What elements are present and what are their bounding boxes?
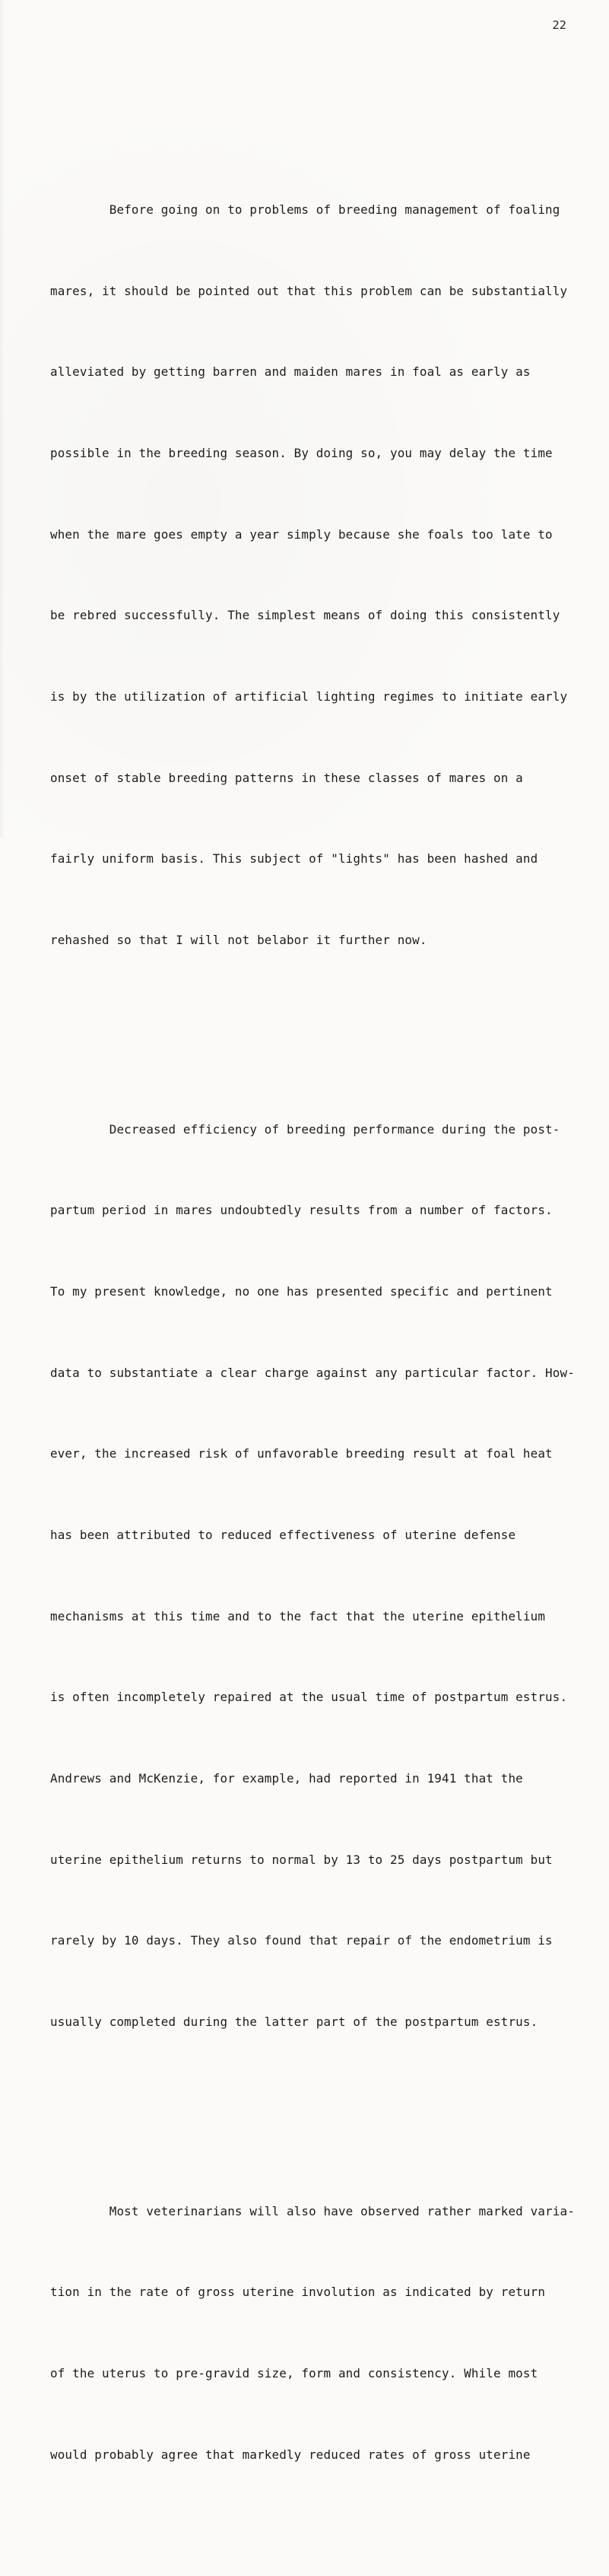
text-line: mares, it should be pointed out that this problem can be substantially — [50, 283, 568, 298]
text-line: rarely by 10 days. They also found that repair of the endometrium is — [50, 1933, 553, 1948]
paragraph-3 — [50, 2144, 582, 2523]
text-line: would probably agree that markedly reduced rates of gross uterine — [50, 2447, 531, 2462]
paragraph-1 — [50, 142, 582, 1008]
text-line: tion in the rate of gross uterine involution as indicated by return — [50, 2285, 546, 2300]
text-line: of the uterus to pre-gravid size, form and consistency. While most — [50, 2365, 538, 2380]
text-line: ever, the increased risk of unfavorable breeding result at foal heat — [50, 1446, 553, 1461]
body-text — [50, 88, 582, 2576]
text-line: fairly uniform basis. This subject of "lights" has been hashed and — [50, 851, 538, 867]
text-line: Decreased efficiency of breeding performance during the post- — [50, 1121, 560, 1137]
text-line: usually completed during the latter part of the postpartum estrus. — [50, 2014, 538, 2029]
text-line: possible in the breeding season. By doing so, you may delay the time — [50, 446, 553, 461]
text-line: uterine epithelium returns to normal by 13 to 25 days postpartum but — [50, 1852, 553, 1867]
text-line: Andrews and McKenzie, for example, had reported in 1941 that the — [50, 1770, 523, 1786]
paragraph-2 — [50, 1062, 582, 2090]
text-line: Most veterinarians will also have observed rather marked varia- — [50, 2203, 575, 2218]
text-line: is by the utilization of artificial lighting regimes to initiate early — [50, 689, 568, 704]
text-line: has been attributed to reduced effectiveness of uterine defense — [50, 1527, 516, 1542]
text-line: mechanisms at this time and to the fact that the uterine epithelium — [50, 1608, 546, 1624]
text-line: To my present knowledge, no one has presented specific and pertinent — [50, 1284, 553, 1299]
text-line: onset of stable breeding patterns in these classes of mares on a — [50, 770, 523, 785]
page-number: 22 — [552, 18, 566, 32]
text-line: be rebred successfully. The simplest means of doing this consistently — [50, 608, 560, 623]
text-line: partum period in mares undoubtedly results from a number of factors. — [50, 1203, 553, 1218]
text-line: rehashed so that I will not belabor it further now. — [50, 932, 427, 947]
text-line: when the mare goes empty a year simply because she foals too late to — [50, 526, 553, 542]
text-line: alleviated by getting barren and maiden mares in foal as early as — [50, 364, 531, 380]
text-line: data to substantiate a clear charge against any particular factor. How- — [50, 1365, 575, 1380]
text-line: Before going on to problems of breeding management of foaling — [50, 202, 560, 218]
text-line: is often incompletely repaired at the usual time of postpartum estrus. — [50, 1690, 568, 1705]
